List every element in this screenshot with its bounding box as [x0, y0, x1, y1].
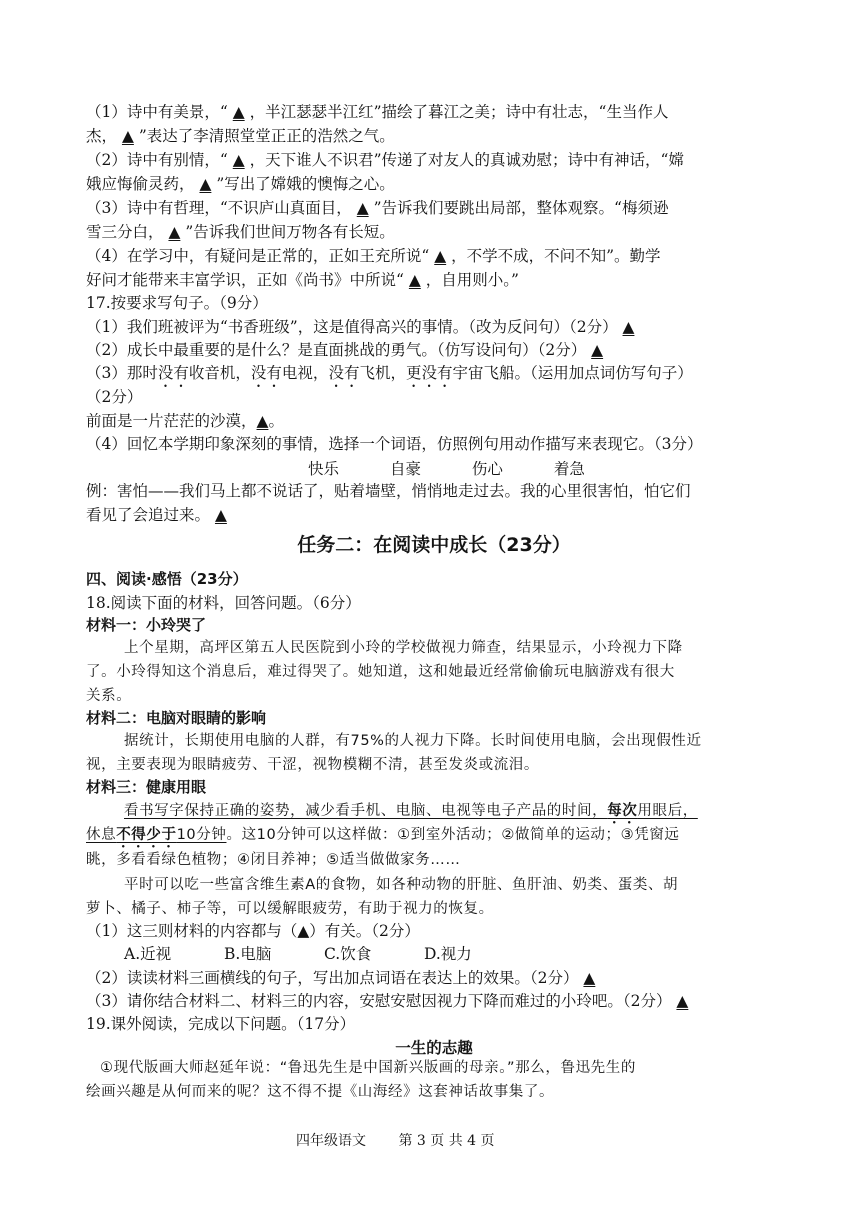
word-option: 着急 [553, 460, 585, 478]
q18-title: 18.阅读下面的材料，回答问题。（6分） [86, 594, 361, 612]
option-d: D.视力 [424, 945, 472, 963]
q16-line-5: （3）诗中有哲理，“不识庐山真面目， ▲ ”告诉我们要跳出局部，整体观察。“梅须逊 [86, 198, 669, 217]
material-2-line-1: 据统计，长期使用电脑的人群，有75%的人视力下降。长时间使用电脑，会出现假性近 [124, 733, 702, 749]
word-option: 自豪 [389, 460, 421, 478]
material-1-line-2: 了。小玲得知这个消息后，难过得哭了。她知道，这和她最近经常偷偷玩电脑游戏有很大 [86, 664, 675, 680]
q16-line-1: （1）诗中有美景，“ ▲ ，半江瑟瑟半江红”描绘了暮江之美；诗中有壮志，“生当作人 [86, 102, 669, 121]
option-a: A.近视 [124, 945, 172, 963]
q17-item-3: （3）那时没有收音机，没有电视，没有飞机，更没有宇宙飞船。（运用加点词仿写句子） [86, 364, 693, 382]
q16-line-6: 雪三分白， ▲ ”告诉我们世间万物各有长短。 [86, 222, 395, 241]
q18-item-2: （2）读读材料三画横线的句子，写出加点词语在表达上的效果。（2分） ▲ [86, 968, 596, 987]
material-3-line-3: 眺，多看看绿色植物；④闭目养神；⑤适当做做家务…… [86, 852, 461, 868]
word-option: 伤心 [471, 460, 503, 478]
q17-item-4: （4）回忆本学期印象深刻的事情，选择一个词语，仿照例句用动作描写来表现它。（3分） [86, 435, 703, 453]
q16-line-8: 好问才能带来丰富学识，正如《尚书》中所说“ ▲ ，自用则小。” [86, 270, 519, 289]
q17-title: 17.按要求写句子。（9分） [86, 294, 268, 312]
footer-page-number: 第 3 页 共 4 页 [398, 1133, 495, 1149]
q17-item-2: （2）成长中最重要的是什么？是直面挑战的勇气。（仿写设问句）（2分） ▲ [86, 340, 604, 359]
q17-word-choices [308, 457, 613, 479]
page-footer [296, 1130, 523, 1150]
section-reading-title: 四、阅读·感悟（23分） [86, 570, 248, 588]
material-1-title: 材料一：小玲哭了 [86, 616, 207, 634]
q17-item-1: （1）我们班被评为“书香班级”，这是值得高兴的事情。（改为反问句）（2分） ▲ [86, 317, 635, 336]
q16-line-4: 娥应悔偷灵药， ▲ ”写出了嫦娥的懊悔之心。 [86, 174, 395, 193]
q19-title: 19.课外阅读，完成以下问题。（17分） [86, 1015, 356, 1033]
task2-heading: 任务二：在阅读中成长（23分） [297, 534, 571, 556]
word-option: 快乐 [308, 460, 340, 478]
q16-line-2: 杰， ▲ ”表达了李清照堂堂正正的浩然之气。 [86, 126, 395, 145]
q18-item-3: （3）请你结合材料二、材料三的内容，安慰安慰因视力下降而难过的小玲吧。（2分） ▲ [86, 991, 689, 1010]
option-c: C.饮食 [324, 945, 372, 963]
material-3-line-5: 萝卜、橘子、柿子等，可以缓解眼疲劳，有助于视力的恢复。 [86, 901, 494, 917]
material-3-line-2: 休息不得少于10分钟。这10分钟可以这样做：①到室外活动；②做简单的运动；③凭窗远 [86, 827, 680, 843]
material-1-line-3: 关系。 [86, 688, 132, 704]
material-3-line-1: 看书写字保持正确的姿势，减少看手机、电脑、电视等电子产品的时间，每次用眼后， [124, 803, 698, 819]
q17-item-3-score: （2分） [86, 388, 143, 406]
material-2-line-2: 视，主要表现为眼睛疲劳、干涩，视物模糊不清，甚至发炎或流泪。 [86, 757, 539, 773]
q16-line-7: （4）在学习中，有疑问是正常的，正如王充所说“ ▲ ，不学不成，不问不知”。勤学 [86, 246, 661, 265]
q17-item-3-prompt: 前面是一片茫茫的沙漠，▲。 [86, 411, 284, 430]
q17-example-1: 例：害怕——我们马上都不说话了，贴着墙壁，悄悄地走过去。我的心里很害怕，怕它们 [86, 482, 691, 500]
material-1-line-1: 上个星期，高坪区第五人民医院到小玲的学校做视力筛查，结果显示，小玲视力下降 [124, 640, 683, 656]
story-title: 一生的志趣 [395, 1039, 473, 1057]
story-line-2: 绘画兴趣是从何而来的呢？这不得不提《山海经》这套神话故事集了。 [86, 1084, 555, 1100]
q18-item-1-options [124, 944, 824, 964]
material-3-title: 材料三：健康用眼 [86, 778, 207, 796]
material-2-title: 材料二：电脑对眼睛的影响 [86, 709, 267, 727]
q18-item-1: （1）这三则材料的内容都与（▲）有关。（2分） [86, 922, 420, 940]
footer-subject: 四年级语文 [296, 1133, 366, 1149]
q16-line-3: （2）诗中有别情，“ ▲ ，天下谁人不识君”传递了对友人的真诚劝慰；诗中有神话，“嫦 [86, 150, 684, 169]
material-3-line-4: 平时可以吃一些富含维生素A的食物，如各种动物的肝脏、鱼肝油、奶类、蛋类、胡 [124, 877, 679, 893]
option-b: B.电脑 [224, 945, 272, 963]
story-line-1: ①现代版画大师赵延年说：“鲁迅先生是中国新兴版画的母亲。”那么，鲁迅先生的 [100, 1060, 636, 1076]
q17-example-2: 看见了会追过来。 ▲ [86, 505, 227, 524]
